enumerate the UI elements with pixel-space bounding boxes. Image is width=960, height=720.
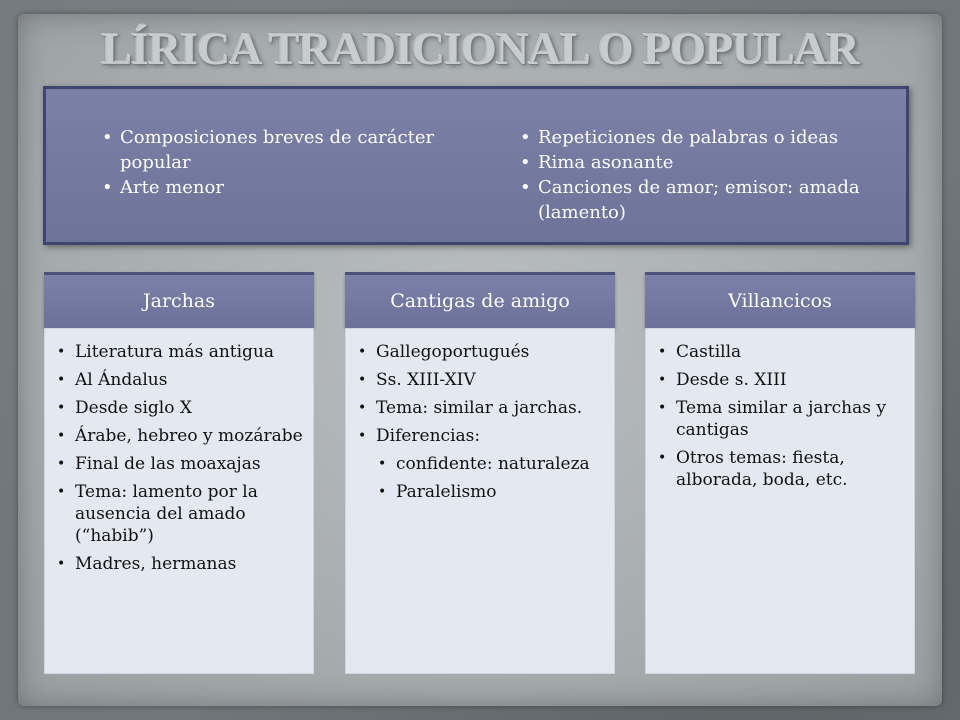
card-villancicos [645,272,915,674]
card-body [645,328,915,674]
summary-item: • Canciones de amor; emisor: amada (lamento) [520,175,880,225]
summary-right-list [520,125,880,225]
list-item: • Otros temas: fiesta, alborada, boda, etc. [658,447,904,491]
list-item: • Tema: lamento por la ausencia del amado (“habib”) [57,481,303,547]
list-item: • Castilla [658,341,904,363]
slide-title: LÍRICA TRADICIONAL O POPULAR [101,23,859,74]
list-item: • Árabe, hebreo y mozárabe [57,425,303,447]
list-item: • Desde s. XIII [658,369,904,391]
summary-item: • Composiciones breves de carácter popular [102,125,492,175]
list-item: • Diferencias: [358,425,604,447]
card-header: Jarchas [44,272,314,328]
summary-box [43,86,909,245]
card-body [44,328,314,674]
card-list [57,341,303,575]
card-list [658,341,904,491]
card-cantigas-de-amigo [345,272,615,674]
summary-item: • Arte menor [102,175,492,200]
list-item: • Tema: similar a jarchas. [358,397,604,419]
list-item: • Al Ándalus [57,369,303,391]
list-item: • Desde siglo X [57,397,303,419]
card-jarchas [44,272,314,674]
list-item: • Final de las moaxajas [57,453,303,475]
sub-list-item: • confidente: naturaleza [378,453,604,475]
card-header: Villancicos [645,272,915,328]
card-list [358,341,604,503]
list-item: • Gallegoportugués [358,341,604,363]
list-item: • Ss. XIII-XIV [358,369,604,391]
summary-item: • Rima asonante [520,150,880,175]
summary-item: • Repeticiones de palabras o ideas [520,125,880,150]
list-item: • Literatura más antigua [57,341,303,363]
card-body [345,328,615,674]
sub-list-item: • Paralelismo [378,481,604,503]
summary-left-list [102,125,492,200]
card-header: Cantigas de amigo [345,272,615,328]
list-item: • Tema similar a jarchas y cantigas [658,397,904,441]
list-item: • Madres, hermanas [57,553,303,575]
